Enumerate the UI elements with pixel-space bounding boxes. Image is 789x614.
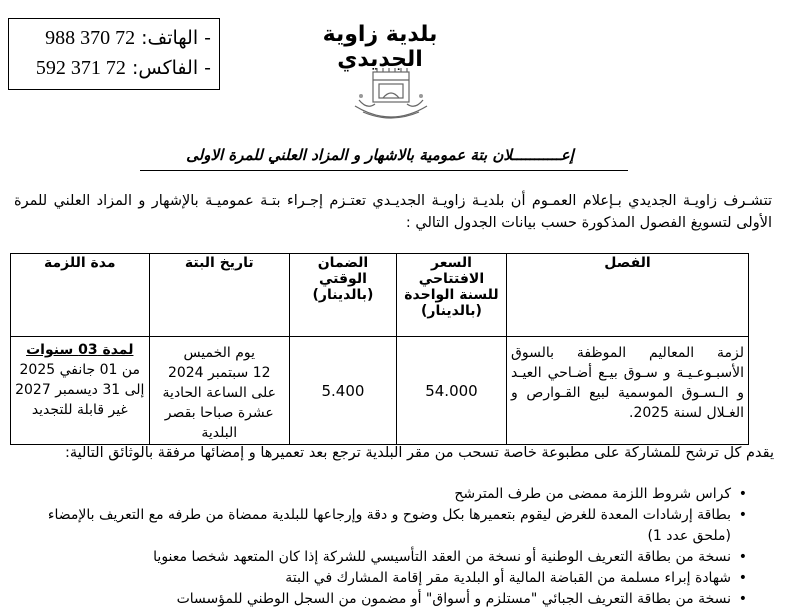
cell-price: 54.000: [396, 337, 506, 445]
header-guarantee: الضمان الوقتي (بالدينار): [289, 254, 396, 337]
header-date: تاريخ البتة: [149, 254, 289, 337]
announcement-title: إعـــــــــــلان بتة عمومية بالاشهار و المزاد العلني للمرة الاولى: [186, 146, 574, 164]
phone-line: [45, 27, 211, 50]
table-row: [11, 337, 749, 445]
duration-head: لمدة 03 سنوات: [26, 342, 134, 358]
table-header-row: [11, 254, 749, 337]
phone-label: - الهاتف:: [141, 27, 211, 49]
cell-date: [149, 337, 289, 445]
list-item: • بطاقة إرشادات المعدة للغرض ليقوم بتعميرها بكل وضوح و دقة وإرجاعها للبلدية ممضاة من طرفه مع التعريف بالإمضاء (ملحق عدد 1): [14, 505, 749, 547]
required-documents-list: [14, 484, 749, 610]
date-line-4: عشرة صباحا بقصر: [164, 405, 274, 421]
phone-number: 72 370 988: [45, 27, 136, 49]
duration-line-2: إلى 31 ديسمبر 2027: [15, 382, 145, 398]
lease-table: [10, 253, 749, 445]
contact-box: [8, 18, 220, 90]
date-line-5: البلدية: [201, 425, 238, 441]
date-line-1: يوم الخميس: [183, 345, 256, 361]
intro-paragraph: تتشـرف زاويـة الجديدي بـإعلام العمـوم أن بلديـة زاويـة الجديـدي تعتـزم إجـراء بتـة عموميـة بالإشهار و المزاد العلني للمرة الأولى لتسويغ الفصول المذكورة حسب بيانات الجدول التالي :: [14, 193, 772, 231]
fax-line: [36, 57, 211, 80]
date-line-3: على الساعة الحادية: [162, 385, 276, 401]
list-item: • شهادة إبراء مسلمة من القباضة المالية أو البلدية مقر إقامة المشارك في البتة: [14, 568, 749, 589]
municipal-emblem-icon: [349, 66, 433, 126]
header-price: السعر الافتتاحي للسنة الواحدة (بالدينار): [396, 254, 506, 337]
cell-duration: [11, 337, 150, 445]
cell-season: لزمة المعاليم الموظفة بالسوق الأسبـوعـيـة و سـوق بيـع أضـاحي العيـد و الـسـوق الموسمية لبيع القـوارص و الغـلال لسنة 2025.: [507, 337, 749, 445]
fax-number: 72 371 592: [35, 57, 126, 79]
date-line-2: 12 سبتمبر 2024: [167, 365, 271, 381]
header-duration: مدة اللزمة: [11, 254, 150, 337]
header-season: الفصل: [507, 254, 749, 337]
list-item: • نسخة من بطاقة التعريف الجبائي "مستلزم و أسواق" أو مضمون من السجل الوطني للمؤسسات: [14, 589, 749, 610]
announcement-underline: [140, 170, 628, 171]
submission-note: يقدم كل ترشح للمشاركة على مطبوعة خاصة تسحب من مقر البلدية ترجع بعد تعميرها و إمضائها مرفقة بالوثائق التالية:: [64, 445, 774, 461]
duration-line-3: غير قابلة للتجديد: [31, 402, 128, 418]
cell-guarantee: 5.400: [289, 337, 396, 445]
municipality-title: بلدية زاوية الجديدي: [322, 22, 438, 72]
fax-label: - الفاكس:: [131, 57, 211, 79]
duration-line-1: من 01 جانفي 2025: [19, 362, 141, 378]
list-item: • كراس شروط اللزمة ممضى من طرف المترشح: [14, 484, 749, 505]
list-item: • نسخة من بطاقة التعريف الوطنية أو نسخة من العقد التأسيسي للشركة إذا كان المتعهد شخصا معنويا: [14, 547, 749, 568]
